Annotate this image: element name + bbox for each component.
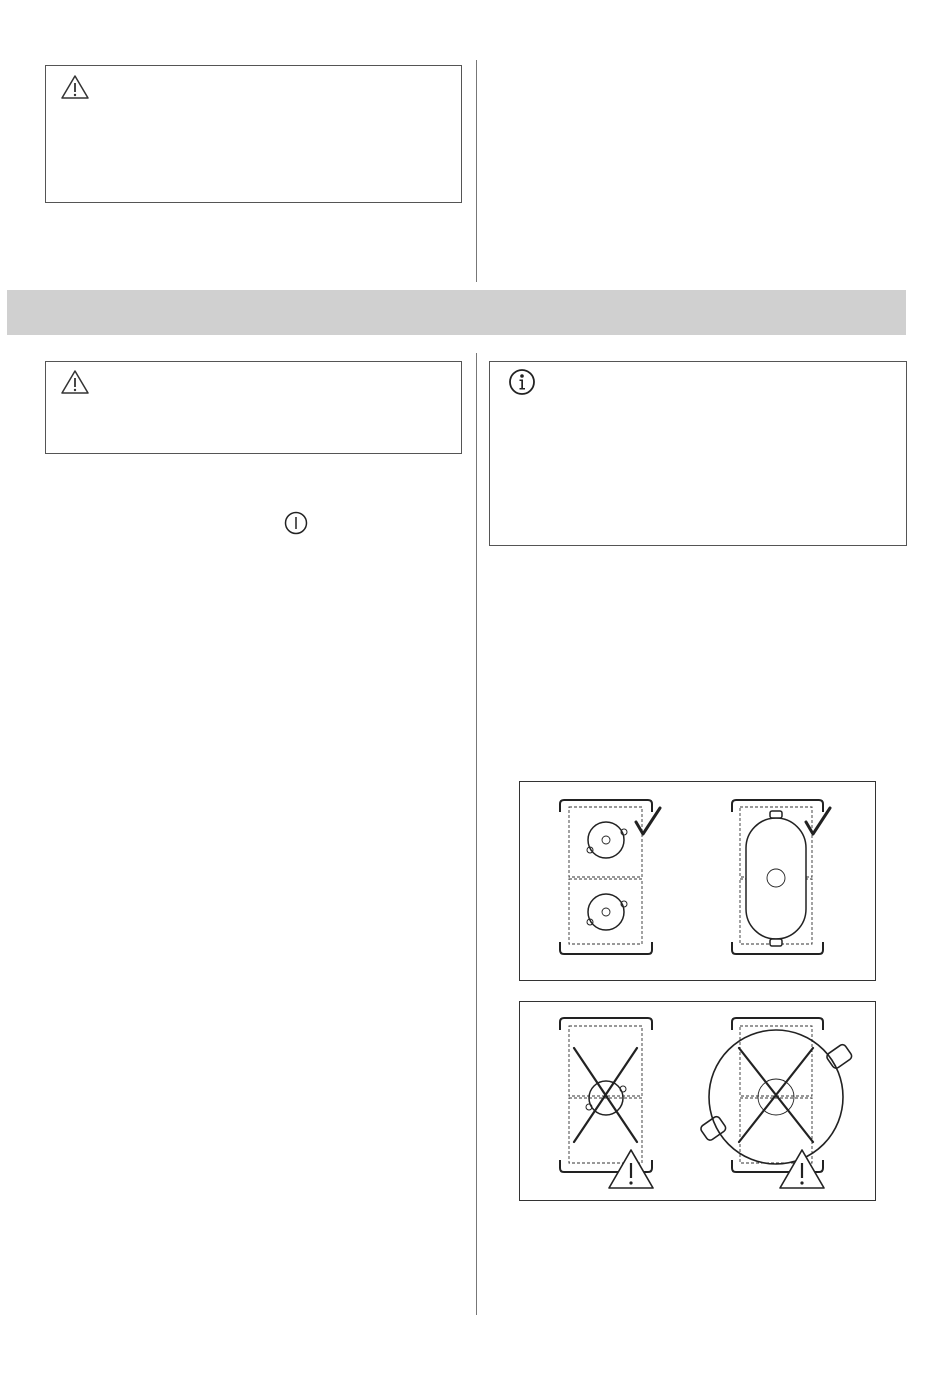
warning-box-left	[45, 361, 462, 454]
checkmark-icon	[636, 808, 660, 834]
checkmark-icon	[806, 808, 830, 834]
section-header-band	[7, 290, 906, 335]
cooking-zone-left-areas	[569, 807, 642, 944]
cooking-zone-right	[732, 1018, 823, 1172]
column-divider-bottom	[476, 353, 477, 1315]
warning-triangle-icon	[60, 369, 90, 395]
warning-triangle-icon	[780, 1150, 824, 1188]
incorrect-placement-drawing	[520, 1002, 875, 1200]
oval-pan	[746, 811, 806, 946]
info-circle-icon	[507, 367, 537, 397]
power-on-off-icon	[283, 510, 309, 536]
figure-incorrect-placement	[519, 1001, 876, 1201]
figure-correct-placement	[519, 781, 876, 981]
warning-box-top	[45, 65, 462, 203]
column-divider-top	[476, 60, 477, 282]
info-box	[489, 361, 907, 546]
cross-mark-icon	[739, 1048, 813, 1142]
warning-triangle-icon	[609, 1150, 653, 1188]
cross-mark-icon	[574, 1048, 637, 1142]
pan-small-bottom	[587, 894, 627, 930]
correct-placement-drawing	[520, 782, 875, 980]
pan-small-top	[587, 822, 627, 858]
warning-triangle-icon	[60, 74, 90, 100]
